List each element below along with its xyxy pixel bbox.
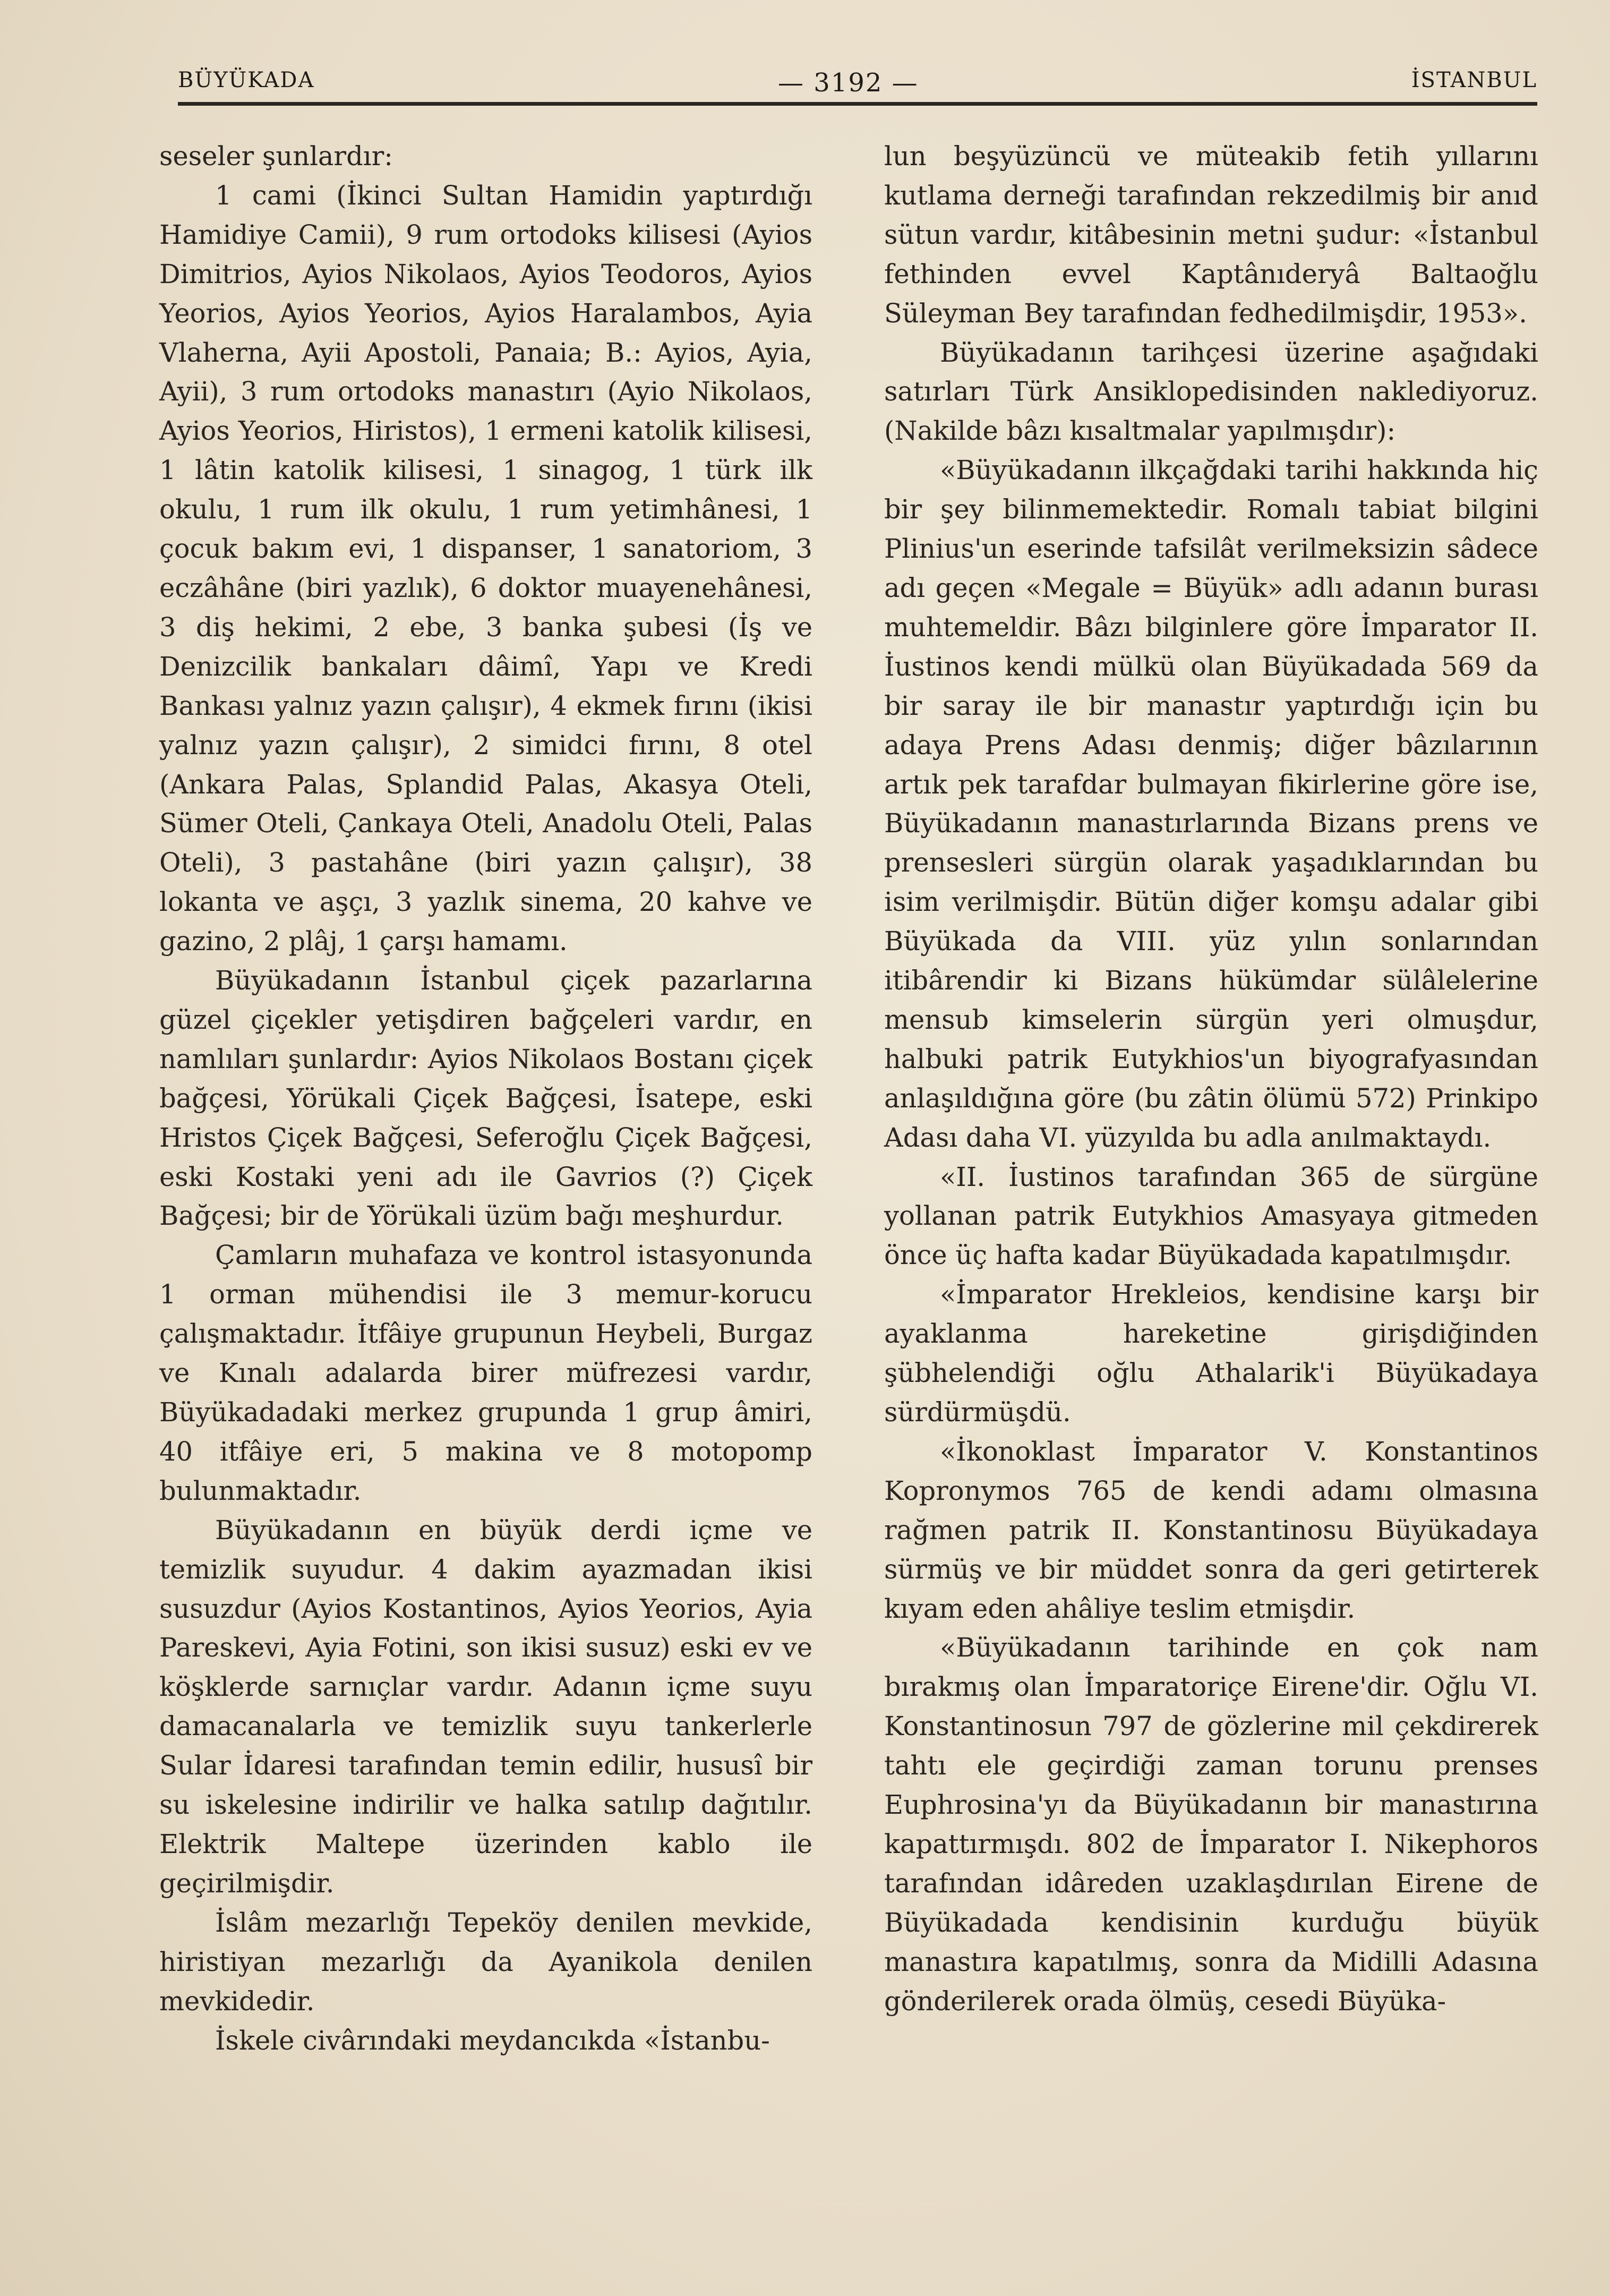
paragraph: «Büyükadanın tarihinde en çok nam bırakmış olan İmparatoriçe Eirene'dir. Oğlu VI. Konstantinosun 797 de gözlerine mil çekdirerek tahtı ele geçirdiği zaman torunu prenses Euphrosina'yı da Büyükadanın bir manastırına kapattırmışdı. 802 de İmparator I. Nikephoros tarafından idâreden uzaklaşdırılan Eirene de Büyükadada kendisinin kurduğu büyük manastıra kapatılmış, sonra da Midilli Adasına gönderilerek orada ölmüş, cesedi Büyüka-: [884, 1632, 1538, 2017]
paragraph: «II. İustinos tarafından 365 de sürgüne yollanan patrik Eutykhios Amasyaya gitmeden önce üç hafta kadar Büyükadada kapatılmışdır.: [884, 1161, 1538, 1271]
paragraph: İslâm mezarlığı Tepeköy denilen mevkide, hiristiyan mezarlığı da Ayanikola denilen mevkidedir.: [159, 1907, 812, 2017]
right-column: [884, 137, 1538, 2021]
paragraph: seseler şunlardır:: [159, 141, 393, 172]
paragraph: «İmparator Hrekleios, kendisine karşı bir ayaklanma hareketine girişdiğinden şübhelendiği oğlu Athalarik'i Büyükadaya sürdürmüşdü.: [884, 1279, 1538, 1428]
left-column: [159, 137, 812, 2060]
paragraph: Büyükadanın İstanbul çiçek pazarlarına güzel çiçekler yetişdiren bağçeleri vardır, en namlıları şunlardır: Ayios Nikolaos Bostanı çiçek bağçesi, Yörükali Çiçek Bağçesi, İsatepe, eski Hristos Çiçek Bağçesi, Seferoğlu Çiçek Bağçesi, eski Kostaki yeni adı ile Gavrios (?) Çiçek Bağçesi; bir de Yörükali üzüm bağı meşhurdur.: [159, 965, 812, 1232]
page-number: — 3192 —: [778, 68, 919, 98]
paragraph: «İkonoklast İmparator V. Konstantinos Kopronymos 765 de kendi adamı olmasına rağmen patrik II. Konstantinosu Büyükadaya sürmüş ve bir müddet sonra da geri getirterek kıyam eden ahâliye teslim etmişdir.: [884, 1436, 1538, 1624]
header-left-title: BÜYÜKADA: [178, 68, 315, 92]
paragraph: Büyükadanın en büyük derdi içme ve temizlik suyudur. 4 dakim ayazmadan ikisi susuzdur (Ayios Kostantinos, Ayios Yeorios, Ayia Pareskevi, Ayia Fotini, son ikisi susuz) eski ev ve köşklerde sarnıçlar vardır. Adanın içme suyu damacanalarla ve temizlik suyu tankerlerle Sular İdaresi tarafından temin edilir, hususî bir su iskelesine indirilir ve halka satılıp dağıtılır. Elektrik Maltepe üzerinden kablo ile geçirilmişdir.: [159, 1514, 812, 1899]
paragraph: «Büyükadanın ilkçağdaki tarihi hakkında hiç bir şey bilinmemektedir. Romalı tabiat bilgini Plinius'un eserinde tafsilât verilmeksizin sâdece adı geçen «Megale = Büyük» adlı adanın burası muhtemeldir. Bâzı bilginlere göre İmparator II. İustinos kendi mülkü olan Büyükadada 569 da bir saray ile bir manastır yaptırdığı için bu adaya Prens Adası denmiş; diğer bâzılarının artık pek tarafdar bulmayan fikirlerine göre ise, Büyükadanın manastırlarında Bizans prens ve prensesleri sürgün olarak yaşadıklarından bu isim verilmişdir. Bütün diğer komşu adalar gibi Büyükada da VIII. yüz yılın sonlarından itibârendir ki Bizans hükümdar sülâlelerine mensub kimselerin sürgün yeri olmuşdur, halbuki patrik Eutykhios'un biyografyasından anlaşıldığına göre (bu zâtin ölümü 572) Prinkipo Adası daha VI. yüzyılda bu adla anılmaktaydı.: [884, 455, 1538, 1153]
paragraph: Büyükadanın tarihçesi üzerine aşağıdaki satırları Türk Ansiklopedisinden naklediyoruz. (Nakilde bâzı kısaltmalar yapılmışdır):: [884, 337, 1538, 447]
page-header: [178, 58, 1537, 101]
paragraph: Çamların muhafaza ve kontrol istasyonunda 1 orman mühendisi ile 3 memur-korucu çalışmaktadır. İtfâiye grupunun Heybeli, Burgaz ve Kınalı adalarda birer müfrezesi vardır, Büyükadadaki merkez grupunda 1 grup âmiri, 40 itfâiye eri, 5 makina ve 8 motopomp bulunmaktadır.: [159, 1240, 812, 1506]
header-rule: [178, 102, 1537, 106]
paragraph: lun beşyüzüncü ve müteakib fetih yıllarını kutlama derneği tarafından rekzedilmiş bir anıd sütun vardır, kitâbesinin metni şudur: «İstanbul fethinden evvel Kaptânıderyâ Baltaoğlu Süleyman Bey tarafından fedhedilmişdir, 1953».: [884, 141, 1538, 329]
header-right-title: İSTANBUL: [1411, 68, 1537, 92]
paragraph: İskele civârındaki meydancıkda «İstanbu-: [215, 2025, 770, 2056]
paragraph: 1 cami (İkinci Sultan Hamidin yaptırdığı Hamidiye Camii), 9 rum ortodoks kilisesi (Ayios Dimitrios, Ayios Nikolaos, Ayios Teodoros, Ayios Yeorios, Ayios Yeorios, Ayios Haralambos, Ayia Vlaherna, Ayii Apostoli, Panaia; B.: Ayios, Ayia, Ayii), 3 rum ortodoks manastırı (Ayio Nikolaos, Ayios Yeorios, Hiristos), 1 ermeni katolik kilisesi, 1 lâtin katolik kilisesi, 1 sinagog, 1 türk ilk okulu, 1 rum ilk okulu, 1 rum yetimhânesi, 1 çocuk bakım evi, 1 dispanser, 1 sanatoriom, 3 eczâhâne (biri yazlık), 6 doktor muayenehânesi, 3 diş hekimi, 2 ebe, 3 banka şubesi (İş ve Denizcilik bankaları dâimî, Yapı ve Kredi Bankası yalnız yazın çalışır), 4 ekmek fırını (ikisi yalnız yazın çalışır), 2 simidci fırını, 8 otel (Ankara Palas, Splandid Palas, Akasya Oteli, Sümer Oteli, Çankaya Oteli, Anadolu Oteli, Palas Oteli), 3 pastahâne (biri yazın çalışır), 38 lokanta ve aşçı, 3 yazlık sinema, 20 kahve ve gazino, 2 plâj, 1 çarşı hamamı.: [159, 180, 812, 957]
